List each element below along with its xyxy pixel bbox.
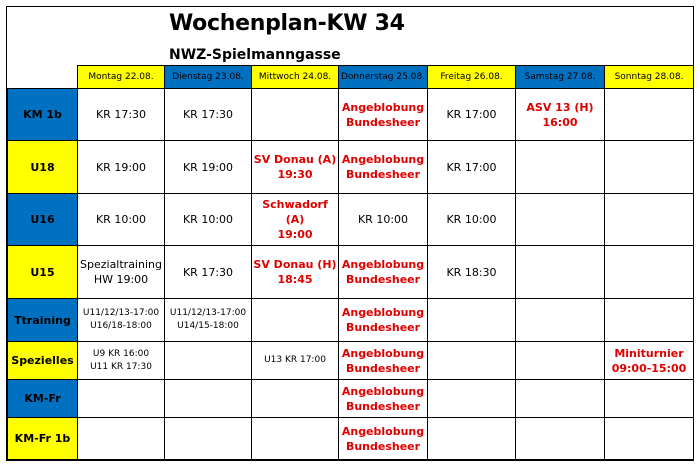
team-row: [8, 342, 694, 380]
cell-text: KR 18:30: [446, 265, 497, 279]
day-header: Samstag 27.08.: [516, 66, 605, 89]
schedule-cell: [516, 342, 605, 380]
cell-text: KR 10:00: [182, 213, 234, 226]
day-header: Sonntag 28.08.: [605, 66, 694, 89]
schedule-cell: [78, 380, 165, 418]
schedule-cell: [165, 299, 252, 342]
cell-text: Bundesheer: [345, 273, 421, 286]
schedule-cell: [605, 418, 694, 460]
team-row: [8, 418, 694, 460]
cell-text: Angeblobung: [341, 153, 425, 166]
page-subtitle: NWZ-Spielmanngasse: [169, 47, 341, 63]
schedule-cell: [339, 380, 428, 418]
schedule-cell: [428, 89, 516, 141]
cell-text: HW 19:00: [93, 273, 149, 286]
schedule-cell: [605, 380, 694, 418]
schedule-table: [7, 65, 694, 460]
page-title: Wochenplan-KW 34: [169, 11, 405, 36]
schedule-cell: [428, 418, 516, 460]
schedule-body: [8, 89, 694, 460]
schedule-cell: [78, 418, 165, 460]
cell-text: KR 10:00: [95, 213, 147, 226]
cell-text: KR 10:00: [357, 213, 409, 226]
cell-text: Schwadorf (A): [262, 198, 328, 226]
schedule-cell: [339, 89, 428, 141]
cell-text: KR 19:00: [182, 160, 234, 174]
cell-text: Bundesheer: [345, 439, 421, 453]
schedule-cell: [516, 418, 605, 460]
schedule-cell: [339, 299, 428, 342]
day-header-row: [8, 66, 694, 89]
schedule-cell: [605, 246, 694, 299]
day-header: Dienstag 23.08.: [165, 66, 252, 89]
cell-text: 09:00-15:00: [611, 361, 687, 375]
cell-text: KR 17:30: [182, 108, 234, 121]
schedule-cell: [605, 342, 694, 380]
cell-text: Bundesheer: [345, 321, 421, 334]
team-row: [8, 246, 694, 299]
team-row: [8, 89, 694, 141]
schedule-cell: [165, 418, 252, 460]
schedule-cell: [165, 246, 252, 299]
schedule-cell: [165, 89, 252, 141]
cell-text: 18:45: [277, 273, 313, 286]
schedule-cell: [252, 89, 339, 141]
schedule-cell: [428, 342, 516, 380]
schedule-cell: [339, 246, 428, 299]
schedule-cell: [78, 299, 165, 342]
day-header: Montag 22.08.: [78, 66, 165, 89]
cell-text: SV Donau (A): [253, 153, 337, 166]
cell-text: Angeblobung: [341, 100, 425, 114]
schedule-cell: [516, 299, 605, 342]
team-label: KM-Fr: [8, 380, 78, 418]
schedule-cell: [428, 194, 516, 246]
schedule-cell: [428, 246, 516, 299]
day-header: Donnerstag 25.08.: [339, 66, 428, 89]
cell-text: KR 17:00: [446, 108, 497, 121]
cell-text: U16/18-18:00: [90, 321, 152, 331]
cell-text: KR 17:30: [182, 265, 234, 279]
team-label: U18: [8, 141, 78, 194]
schedule-cell: [516, 246, 605, 299]
schedule-cell: [252, 194, 339, 246]
team-label: KM-Fr 1b: [8, 418, 78, 460]
cell-text: Angeblobung: [341, 306, 425, 319]
cell-text: Angeblobung: [341, 424, 425, 438]
schedule-cell: [252, 380, 339, 418]
schedule-cell: [428, 380, 516, 418]
team-row: [8, 141, 694, 194]
schedule-cell: [252, 418, 339, 460]
cell-text: Angeblobung: [341, 258, 425, 271]
schedule-cell: [339, 194, 428, 246]
team-label: U15: [8, 246, 78, 299]
cell-text: SV Donau (H): [253, 258, 337, 271]
cell-text: U11 KR 17:30: [90, 361, 152, 372]
cell-text: Spezialtraining: [80, 258, 162, 271]
schedule-cell: [252, 141, 339, 194]
day-header: Mittwoch 24.08.: [252, 66, 339, 89]
schedule-cell: [605, 194, 694, 246]
schedule-cell: [516, 89, 605, 141]
schedule-cell: [165, 342, 252, 380]
schedule-cell: [339, 141, 428, 194]
schedule-cell: [428, 141, 516, 194]
day-header: Freitag 26.08.: [428, 66, 516, 89]
schedule-cell: [78, 89, 165, 141]
cell-text: KR 19:00: [95, 160, 147, 174]
schedule-cell: [339, 342, 428, 380]
cell-text: KR 17:30: [95, 108, 147, 121]
team-label: Ttraining: [8, 299, 78, 342]
team-label: U16: [8, 194, 78, 246]
cell-text: 19:00: [277, 228, 313, 241]
schedule-cell: [516, 380, 605, 418]
header-corner: [8, 66, 78, 89]
schedule-cell: [165, 194, 252, 246]
schedule-cell: [605, 141, 694, 194]
schedule-cell: [605, 299, 694, 342]
schedule-cell: [252, 342, 339, 380]
schedule-cell: [428, 299, 516, 342]
cell-text: U11/12/13-17:00: [169, 308, 247, 318]
schedule-cell: [339, 418, 428, 460]
schedule-cell: [516, 141, 605, 194]
schedule-cell: [165, 141, 252, 194]
cell-text: 16:00: [542, 115, 578, 129]
cell-text: U13 KR 17:00: [264, 355, 326, 365]
team-label: Spezielles: [8, 342, 78, 380]
cell-text: U11/12/13-17:00: [82, 308, 160, 318]
cell-text: Bundesheer: [345, 168, 421, 181]
schedule-cell: [78, 246, 165, 299]
schedule-cell: [516, 194, 605, 246]
cell-text: Bundesheer: [345, 361, 421, 375]
cell-text: Angeblobung: [341, 384, 425, 398]
cell-text: Miniturnier: [614, 346, 684, 360]
cell-text: KR 10:00: [446, 213, 497, 226]
schedule-cell: [605, 89, 694, 141]
cell-text: 19:30: [277, 168, 313, 181]
cell-text: Angeblobung: [341, 346, 425, 360]
cell-text: ASV 13 (H): [526, 100, 594, 114]
cell-text: U9 KR 16:00: [92, 348, 150, 359]
schedule-cell: [252, 299, 339, 342]
schedule-cell: [78, 194, 165, 246]
team-row: [8, 194, 694, 246]
schedule-sheet: [6, 6, 694, 461]
schedule-cell: [252, 246, 339, 299]
cell-text: KR 17:00: [446, 160, 497, 174]
team-row: [8, 299, 694, 342]
cell-text: U14/15-18:00: [177, 321, 239, 331]
cell-text: Bundesheer: [345, 115, 421, 129]
schedule-cell: [78, 141, 165, 194]
schedule-cell: [78, 342, 165, 380]
team-label: KM 1b: [8, 89, 78, 141]
cell-text: Bundesheer: [345, 399, 421, 413]
schedule-cell: [165, 380, 252, 418]
team-row: [8, 380, 694, 418]
